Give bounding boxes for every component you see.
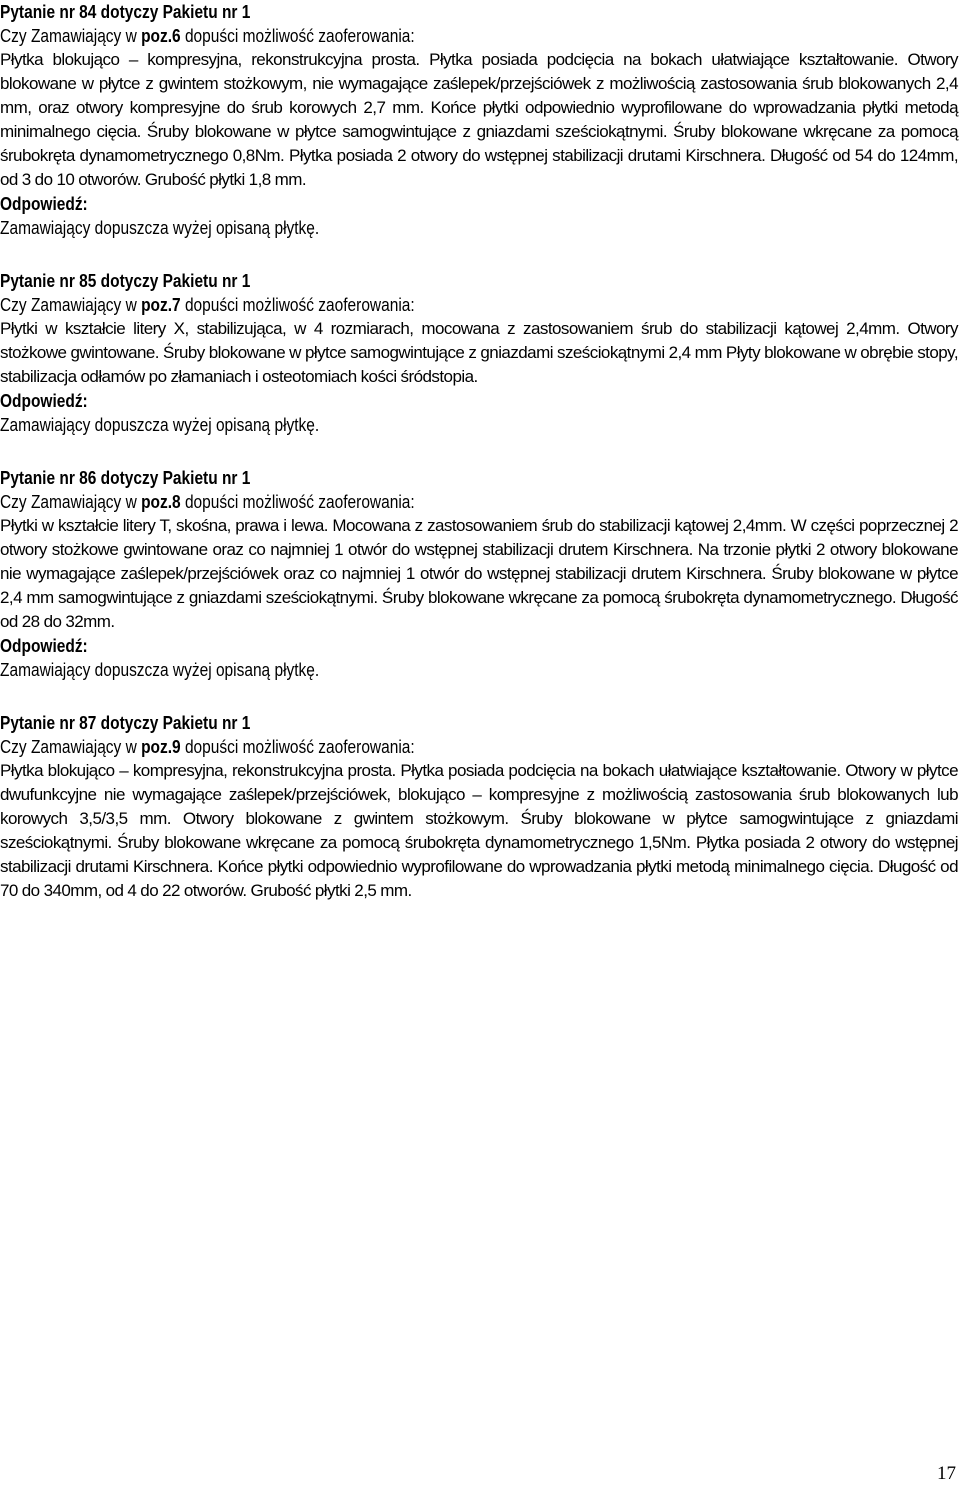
ask-suffix: dopuści możliwość zaoferowania: [180, 737, 415, 757]
answer-text: Zamawiający dopuszcza wyżej opisaną płytkę. [0, 660, 320, 680]
question-87 [0, 711, 958, 903]
ask-prefix: Czy Zamawiający w [0, 295, 142, 315]
question-heading: Pytanie nr 86 dotyczy Pakietu nr 1 [0, 468, 251, 488]
question-ask [0, 293, 824, 317]
question-ask [0, 490, 824, 514]
ask-position: poz.8 [141, 492, 181, 512]
ask-prefix: Czy Zamawiający w [0, 26, 142, 46]
answer-text: Zamawiający dopuszcza wyżej opisaną płytkę. [0, 415, 320, 435]
ask-suffix: dopuści możliwość zaoferowania: [180, 295, 415, 315]
answer-label: Odpowiedź: [0, 391, 88, 411]
answer-text: Zamawiający dopuszcza wyżej opisaną płytkę. [0, 218, 320, 238]
answer-label: Odpowiedź: [0, 194, 88, 214]
answer-label: Odpowiedź: [0, 636, 88, 656]
ask-suffix: dopuści możliwość zaoferowania: [180, 26, 415, 46]
ask-position: poz.9 [141, 737, 181, 757]
question-ask [0, 24, 824, 48]
question-heading: Pytanie nr 85 dotyczy Pakietu nr 1 [0, 271, 251, 291]
question-body: Płytka blokująco – kompresyjna, rekonstrukcyjna prosta. Płytka posiada podcięcia na bokach ułatwiające kształtowanie. Otwory w płytce dwufunkcyjne nie wymagające zaślepek/przejściówek, blokująco – kompresyjne z możliwością zastosowania śrub blokowanych lub korowych 3,5/3,5 mm. Otwory blokowane z gwintem stożkowym. Śruby blokowane w płytce samogwintujące z gniazdami sześciokątnymi. Śruby blokowane wkręcane za pomocą śrubokręta dynamometrycznego 1,5Nm. Płytka posiada 2 otwory do wstępnej stabilizacji drutami Kirschnera. Końce płytki odpowiednio wyprofilowane do wprowadzania płytki metodą minimalnego cięcia. Długość od 70 do 340mm, od 4 do 22 otworów. Grubość płytki 2,5 mm. [0, 761, 958, 900]
page-number: 17 [937, 1463, 956, 1484]
question-heading: Pytanie nr 87 dotyczy Pakietu nr 1 [0, 713, 251, 733]
question-heading: Pytanie nr 84 dotyczy Pakietu nr 1 [0, 2, 251, 22]
ask-position: poz.7 [141, 295, 181, 315]
question-85 [0, 269, 958, 437]
question-body: Płytka blokująco – kompresyjna, rekonstrukcyjna prosta. Płytka posiada podcięcia na bokach ułatwiające kształtowanie. Otwory blokowane w płytce z gwintem stożkowym, nie wymagające zaślepek/przejściówek z możliwością zastosowania śrub blokowanych 2,4 mm, oraz otwory kompresyjne do śrub korowych 2,7 mm. Końce płytki odpowiednio wyprofilowane do wprowadzania płytki metodą minimalnego cięcia. Śruby blokowane w płytce samogwintujące z gniazdami sześciokątnymi. Śruby blokowane wkręcane za pomocą śrubokręta dynamometrycznego 0,8Nm. Płytka posiada 2 otwory do wstępnej stabilizacji drutami Kirschnera. Długość od 54 do 124mm, od 3 do 10 otworów. Grubość płytki 1,8 mm. [0, 50, 958, 189]
question-86 [0, 466, 958, 682]
question-84 [0, 0, 958, 240]
ask-prefix: Czy Zamawiający w [0, 492, 142, 512]
question-body: Płytki w kształcie litery X, stabilizująca, w 4 rozmiarach, mocowana z zastosowaniem śrub do stabilizacji kątowej 2,4mm. Otwory stożkowe gwintowane. Śruby blokowane w płytce samogwintujące z gniazdami sześciokątnymi 2,4 mm Płyty blokowane w obrębie stopy, stabilizacja odłamów po złamaniach i osteotomiach kości śródstopia. [0, 319, 958, 386]
ask-position: poz.6 [141, 26, 181, 46]
ask-prefix: Czy Zamawiający w [0, 737, 142, 757]
question-body: Płytki w kształcie litery T, skośna, prawa i lewa. Mocowana z zastosowaniem śrub do stabilizacji kątowej 2,4mm. W części poprzecznej 2 otwory stożkowe gwintowane oraz co najmniej 1 otwór do wstępnej stabilizacji drutem Kirschnera. Na trzonie płytki 2 otwory blokowane nie wymagające zaślepek/przejściówek oraz co najmniej 1 otwór do wstępnej stabilizacji drutem Kirschnera. Śruby blokowane w płytce 2,4 mm samogwintujące z gniazdami sześciokątnymi. Śruby blokowane wkręcane za pomocą śrubokręta dynamometrycznego. Długość od 28 do 32mm. [0, 516, 958, 631]
ask-suffix: dopuści możliwość zaoferowania: [180, 492, 415, 512]
question-ask [0, 735, 824, 759]
